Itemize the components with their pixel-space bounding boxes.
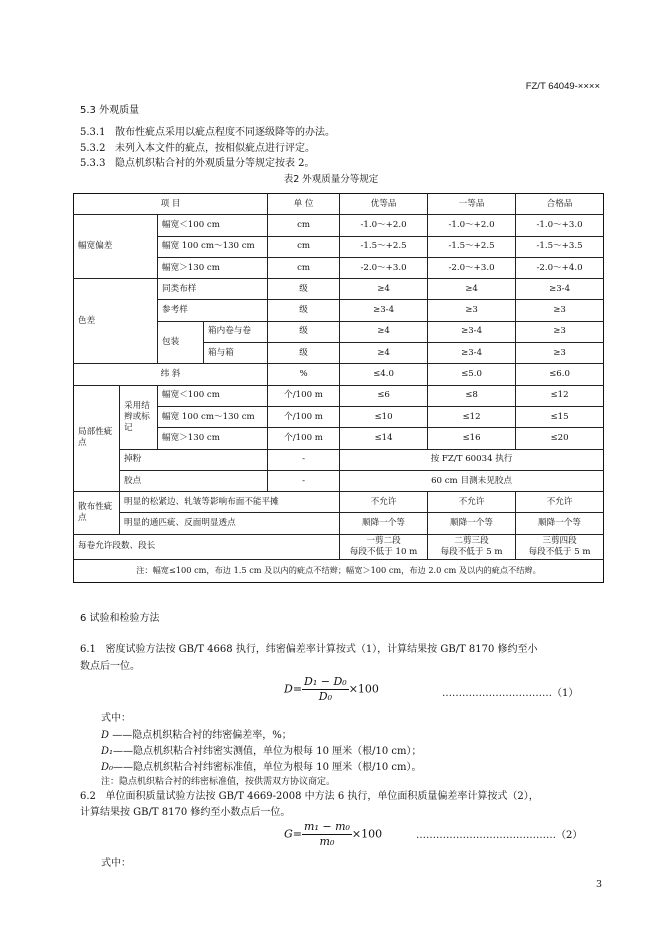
clause-text: 密度试验方法按 GB/T 4668 执行，纬密偏差率计算按式（1），计算结果按 GB/T 8170 修约至小 <box>105 644 538 655</box>
cell-line: 每段不低于 5 m <box>440 546 503 557</box>
equation-1: D= $\frac{\text{D₁ − D₀}}{\text{D₀}}$ ×100 <box>284 675 379 703</box>
cell-g3 <box>516 534 604 559</box>
header-grade-premium: 优等品 <box>340 194 428 215</box>
section-5-3-title: 5.3 外观质量 <box>80 105 140 116</box>
color-difference-label: 色差 <box>74 279 158 364</box>
eq-dots: …………………………………… <box>416 830 556 841</box>
cell-g3: ≥3 <box>516 300 604 321</box>
row-unit: - <box>268 449 340 470</box>
eq-multiplier: ×100 <box>351 827 383 841</box>
cell-g1: ≤14 <box>340 428 428 449</box>
cell-g1: ≥3-4 <box>340 300 428 321</box>
cell-g2: ≤8 <box>428 385 516 406</box>
clause-number: 6.2 <box>80 791 96 802</box>
document-code: FZ/T 64049-×××× <box>525 81 600 92</box>
clause-number: 5.3.2 <box>80 143 106 154</box>
row-name: 掉粉 <box>120 449 268 470</box>
cell-line: 每段不低于 5 m <box>528 546 591 557</box>
cell-g2: -2.0～+3.0 <box>428 257 516 278</box>
cell-g1: -2.0～+3.0 <box>340 257 428 278</box>
row-name: 同类布样 <box>158 279 268 300</box>
cell-g2: ≥3 <box>428 300 516 321</box>
cell-g2: 不允许 <box>428 492 516 513</box>
row-unit: % <box>268 364 340 385</box>
packaging-label: 包装 <box>158 321 204 364</box>
cell-merged: 60 cm 目测未见胶点 <box>340 470 604 491</box>
clause-5-3-1 <box>80 124 335 141</box>
cell-g3: 不允许 <box>516 492 604 513</box>
row-unit: - <box>268 470 340 491</box>
cell-g3: ≥3 <box>516 321 604 342</box>
eq-fraction <box>302 675 349 704</box>
row-name: 幅宽＞130 cm <box>158 257 268 278</box>
row-unit: cm <box>268 236 340 257</box>
row-name: 胶点 <box>120 470 268 491</box>
note-6-1: 注：隐点机织粘合衬的纬密标准值，按供需双方协议商定。 <box>101 777 336 787</box>
definition-d1 <box>101 743 421 760</box>
cell-g3: -2.0～+4.0 <box>516 257 604 278</box>
row-unit: 级 <box>268 279 340 300</box>
def-symbol: D <box>101 730 110 741</box>
cell-g1: 不允许 <box>340 492 428 513</box>
cell-g2: -1.0～+2.0 <box>428 215 516 236</box>
clause-text: 未列入本文件的疵点，按相似疵点进行评定。 <box>115 143 315 154</box>
row-name: 参考样 <box>158 300 268 321</box>
def-symbol: D₁ <box>101 746 114 757</box>
cell-g2: ≤16 <box>428 428 516 449</box>
row-unit: 个/100 m <box>268 406 340 427</box>
cell-g2: -1.5～+2.5 <box>428 236 516 257</box>
local-defects-label: 局部性疵点 <box>74 385 120 491</box>
equation-1-tag <box>442 684 578 699</box>
cell-g3: ≤12 <box>516 385 604 406</box>
eq-denominator: D₀ <box>318 690 332 703</box>
eq-multiplier: ×100 <box>348 682 379 696</box>
eq-fraction <box>302 820 352 849</box>
clause-text: 单位面积质量试验方法按 GB/T 4669-2008 中方法 6 执行，单位面积质量偏差率计算按式（2）， <box>105 791 539 802</box>
clause-6-1 <box>80 641 615 658</box>
row-name: 明显的松紧边、轧皱等影响布面不能平摊 <box>120 492 340 513</box>
cell-g1: ≥4 <box>340 279 428 300</box>
cell-g2: ≤12 <box>428 406 516 427</box>
cell-g3: 顺降一个等 <box>516 513 604 534</box>
def-symbol: D₀ <box>101 762 114 773</box>
cell-g1 <box>340 534 428 559</box>
definition-d <box>101 727 292 744</box>
cell-g3: ≥3 <box>516 343 604 364</box>
clause-number: 6.1 <box>80 644 96 655</box>
page-number: 3 <box>595 879 602 890</box>
cell-g2: ≥4 <box>428 279 516 300</box>
row-name: 箱与箱 <box>204 343 268 364</box>
row-name: 幅宽 100 cm～130 cm <box>158 406 268 427</box>
segments-label: 每卷允许段数、段长 <box>74 534 340 559</box>
eq-number: （1） <box>552 688 579 699</box>
where-label: 式中： <box>101 713 131 724</box>
row-name: 箱内卷与卷 <box>204 321 268 342</box>
clause-6-2-cont: 计算结果按 GB/T 8170 修约至小数点后一位。 <box>80 807 291 818</box>
row-unit: 个/100 m <box>268 385 340 406</box>
clause-text: 隐点机织粘合衬的外观质量分等规定按表 2。 <box>115 158 315 169</box>
weft-skew-label: 纬 斜 <box>74 364 268 385</box>
clause-6-2 <box>80 788 615 805</box>
cell-g1: 顺降一个等 <box>340 513 428 534</box>
cell-line: 三剪四段 <box>542 535 577 546</box>
eq-numerator: D₁ − D₀ <box>304 675 347 688</box>
eq-denominator: m₀ <box>319 835 335 848</box>
table-caption: 表2 外观质量分等规定 <box>283 174 379 185</box>
header-item: 项 目 <box>74 194 268 215</box>
header-unit: 单 位 <box>268 194 340 215</box>
row-unit: cm <box>268 257 340 278</box>
cell-g3: -1.0～+3.0 <box>516 215 604 236</box>
cell-g1: -1.5～+2.5 <box>340 236 428 257</box>
clause-number: 5.3.1 <box>80 127 106 138</box>
def-text: ——隐点机织粘合衬的纬密偏差率，%； <box>109 730 292 741</box>
row-name: 幅宽 100 cm～130 cm <box>158 236 268 257</box>
cell-g2: ≥3-4 <box>428 321 516 342</box>
cell-g3: ≤15 <box>516 406 604 427</box>
row-unit: cm <box>268 215 340 236</box>
row-unit: 个/100 m <box>268 428 340 449</box>
cell-g2: ≤5.0 <box>428 364 516 385</box>
cell-g3: ≤20 <box>516 428 604 449</box>
header-grade-first: 一等品 <box>428 194 516 215</box>
cell-line: 二剪三段 <box>454 535 489 546</box>
section-6-title: 6 试验和检验方法 <box>80 613 160 624</box>
cell-g1: ≤10 <box>340 406 428 427</box>
cell-g1: ≥4 <box>340 321 428 342</box>
cell-g1: ≥4 <box>340 343 428 364</box>
header-grade-qualified: 合格品 <box>516 194 604 215</box>
equation-2: G= $\frac{\text{m₁ − m₀}}{\text{m₀}}$ ×100 <box>284 820 383 848</box>
def-text: ——隐点机织粘合衬纬密标准值，单位为根每 10 厘米（根/10 cm）。 <box>113 762 422 773</box>
cell-g3: -1.5～+3.5 <box>516 236 604 257</box>
row-name: 幅宽＜100 cm <box>158 385 268 406</box>
cell-g1: ≤6 <box>340 385 428 406</box>
where-label-2: 式中： <box>101 858 131 869</box>
eq-lhs: D <box>284 682 293 696</box>
row-unit: 级 <box>268 300 340 321</box>
row-name: 幅宽＞130 cm <box>158 428 268 449</box>
cell-g2: 顺降一个等 <box>428 513 516 534</box>
knot-or-mark-label: 采用结辫或标记 <box>120 385 158 449</box>
row-name: 幅宽＜100 cm <box>158 215 268 236</box>
clause-5-3-3 <box>80 155 315 172</box>
width-deviation-label: 幅宽偏差 <box>74 215 158 279</box>
row-unit: 级 <box>268 343 340 364</box>
cell-line: 一剪二段 <box>366 535 401 546</box>
cell-g2: ≥3-4 <box>428 343 516 364</box>
cell-line: 每段不低于 10 m <box>349 546 418 557</box>
eq-number: （2） <box>556 830 583 841</box>
scattered-defects-label: 散布性疵点 <box>74 492 120 535</box>
clause-6-1-cont: 数点后一位。 <box>80 661 140 672</box>
cell-g1: ≤4.0 <box>340 364 428 385</box>
cell-g2 <box>428 534 516 559</box>
def-text: ——隐点机织粘合衬纬密实测值，单位为根每 10 厘米（根/10 cm）； <box>113 746 422 757</box>
cell-merged: 按 FZ/T 60034 执行 <box>340 449 604 470</box>
cell-g3: ≥3-4 <box>516 279 604 300</box>
row-unit: 级 <box>268 321 340 342</box>
eq-numerator: m₁ − m₀ <box>304 820 350 833</box>
table-note: 注：幅宽≤100 cm，布边 1.5 cm 及以内的疵点不结辫；幅宽＞100 cm，布边 2.0 cm 及以内的疵点不结辫。 <box>74 559 604 582</box>
cell-g1: -1.0～+2.0 <box>340 215 428 236</box>
quality-grade-table <box>73 193 604 583</box>
eq-dots: …………………………… <box>442 688 552 699</box>
row-name: 明显的通匹疵、反面明显透点 <box>120 513 340 534</box>
clause-number: 5.3.3 <box>80 158 106 169</box>
clause-text: 散布性疵点采用以疵点程度不同逐级降等的办法。 <box>115 127 335 138</box>
eq-lhs: G <box>284 827 293 841</box>
equation-2-tag <box>416 826 582 841</box>
cell-g3: ≤6.0 <box>516 364 604 385</box>
